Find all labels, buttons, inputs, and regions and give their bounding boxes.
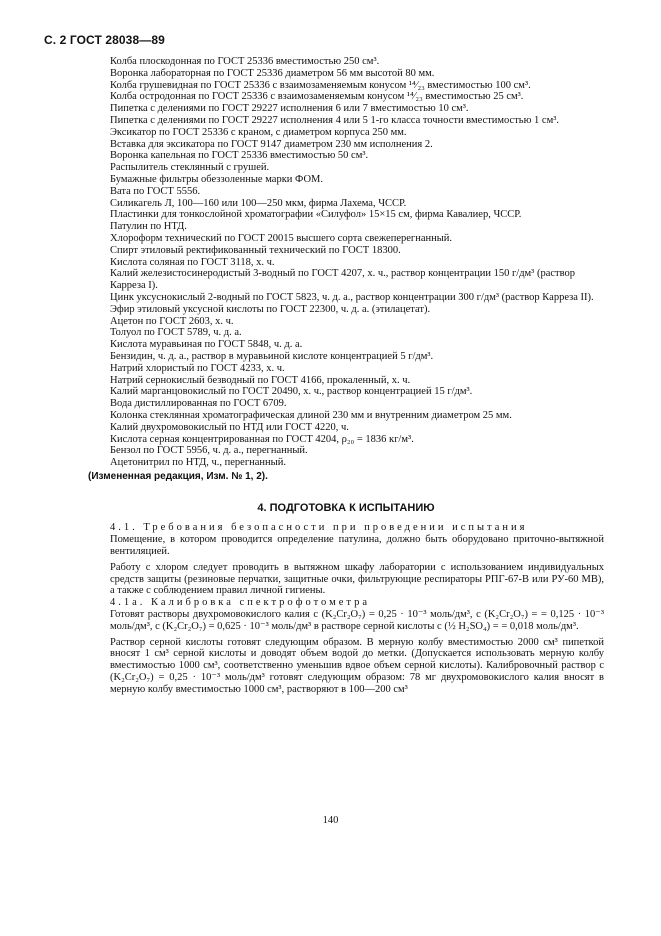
list-item: Кислота муравьиная по ГОСТ 5848, ч. д. а. xyxy=(110,339,303,351)
list-item: Вода дистиллированная по ГОСТ 6709. xyxy=(110,398,287,410)
list-item: Бумажные фильтры обеззоленные марки ФОМ. xyxy=(110,173,324,185)
list-item: Вата по ГОСТ 5556. xyxy=(110,185,201,197)
list-item: Цинк уксуснокислый 2-водный по ГОСТ 5823, ч. д. а., раствор концентрации 300 г/дм³ (раствор Карреза II). xyxy=(110,291,594,303)
list-item: Бензидин, ч. д. а., раствор в муравьиной кислоте концентрацией 5 г/дм³. xyxy=(110,350,434,362)
list-item: Кислота серная концентрированная по ГОСТ 4204, ρ₂₀ = 1836 кг/м³. xyxy=(110,433,414,445)
section-title: 4. ПОДГОТОВКА К ИСПЫТАНИЮ xyxy=(257,501,435,514)
page-content xyxy=(88,56,604,696)
list-item: Патулин по НТД. xyxy=(110,221,187,233)
list-item: Колба остродонная по ГОСТ 25336 с взаимозаменяемым конусом ¹⁴⁄₂₃ вместимостью 25 см³. xyxy=(110,91,524,103)
list-item: Спирт этиловый ректификованный технический по ГОСТ 18300. xyxy=(110,244,401,256)
safety-paragraph-2: Работу с хлором следует проводить в вытяжном шкафу лаборатории с использованием индивидуальных средств защиты (резиновые перчатки, защитные очки, фильтрующие респираторы РПГ-67-В или РУ-60 МВ), а также с соблюдением правил личной гигиены. xyxy=(110,561,604,597)
list-item: Эксикатор по ГОСТ 25336 с краном, с диаметром корпуса 250 мм. xyxy=(110,126,407,138)
list-item: Бензол по ГОСТ 5956, ч. д. а., перегнанный. xyxy=(110,445,308,457)
list-item: Калий двухромовокислый по НТД или ГОСТ 4220, ч. xyxy=(110,421,349,433)
calibration-heading: 4.1а. Калибровка спектрофотометра xyxy=(110,597,371,609)
list-item: Натрий сернокислый безводный по ГОСТ 4166, прокаленный, х. ч. xyxy=(110,374,411,386)
list-item: Воронка капельная по ГОСТ 25336 вместимостью 50 см³. xyxy=(110,150,369,162)
list-item: Вставка для эксикатора по ГОСТ 9147 диаметром 230 мм исполнения 2. xyxy=(110,138,433,150)
safety-paragraph-1: Помещение, в котором проводится определение патулина, должно быть оборудовано приточно-вытяжной вентиляцией. xyxy=(110,534,604,558)
list-item: Пластинки для тонкослойной хроматографии «Силуфол» 15×15 см, фирма Кавалиер, ЧССР. xyxy=(110,209,522,221)
list-item: Воронка лабораторная по ГОСТ 25336 диаметром 56 мм высотой 80 мм. xyxy=(110,67,435,79)
calibration-paragraph-2: Раствор серной кислоты готовят следующим образом. В мерную колбу вместимостью 2000 см³ пипеткой вносят 1 см³ серной кислоты и доводят объем водой до метки. (Допускается использовать мерную колбу вместимостью 1000 см³, соответственно уменьшив вдвое объем серной кислоты). Калибровочный раствор c (K₂Cr₂O₇) = 0,25 · 10⁻³ моль/дм³ готовят следующим образом: 78 мг двухромовокислого калия вносят в мерную колбу вместимостью 1000 см³, растворяют в 100—200 см³ xyxy=(110,636,604,695)
list-item: Пипетка с делениями по ГОСТ 29227 исполнения 4 или 5 1-го класса точности вместимостью 1 см³. xyxy=(110,114,560,126)
list-item: Пипетка с делениями по ГОСТ 29227 исполнения 6 или 7 вместимостью 10 см³. xyxy=(110,103,469,115)
list-item: Толуол по ГОСТ 5789, ч. д. а. xyxy=(110,327,242,339)
safety-heading: 4.1. Требования безопасности при проведении испытания xyxy=(110,522,528,534)
page-header: С. 2 ГОСТ 28038—89 xyxy=(44,33,165,47)
list-item: Калий железистосинеродистый 3-водный по ГОСТ 4207, х. ч., раствор концентрации 150 г/дм³ (раствор Карреза I). xyxy=(110,268,575,292)
list-item: Хлороформ технический по ГОСТ 20015 высшего сорта свежеперегнанный. xyxy=(110,232,453,244)
list-item: Кислота соляная по ГОСТ 3118, х. ч. xyxy=(110,256,275,268)
list-item: Колба грушевидная по ГОСТ 25336 с взаимозаменяемым конусом ¹⁴⁄₂₃ вместимостью 100 см³. xyxy=(110,79,531,91)
edition-note: (Измененная редакция, Изм. № 1, 2). xyxy=(88,470,268,482)
list-item: Колба плоскодонная по ГОСТ 25336 вместимостью 250 см³. xyxy=(110,56,380,67)
list-item: Натрий хлористый по ГОСТ 4233, х. ч. xyxy=(110,362,285,374)
list-item: Колонка стеклянная хроматографическая длиной 230 мм и внутренним диаметром 25 мм. xyxy=(110,409,512,421)
calibration-paragraph-1: Готовят растворы двухромовокислого калия c (K₂Cr₂O₇) = 0,25 · 10⁻³ моль/дм³, c (K₂Cr₂O₇) = = 0,125 · 10⁻³ моль/дм³, c (K₂Cr₂O₇) = 0,625 · 10⁻³ моль/дм³ в растворе серной кислоты c (½ H₂SO₄) = = 0,018 моль/дм³. xyxy=(110,609,604,632)
list-item: Ацетон по ГОСТ 2603, х. ч. xyxy=(110,315,234,327)
list-item: Эфир этиловый уксусной кислоты по ГОСТ 22300, ч. д. а. (этилацетат). xyxy=(110,303,431,315)
list-item: Калий марганцовокислый по ГОСТ 20490, х. ч., раствор концентрацией 15 г/дм³. xyxy=(110,386,473,398)
list-item: Ацетонитрил по НТД, ч., перегнанный. xyxy=(110,457,286,469)
equipment-list xyxy=(88,56,604,469)
list-item: Распылитель стеклянный с грушей. xyxy=(110,162,270,174)
page-number: 140 xyxy=(322,815,339,826)
list-item: Силикагель Л, 100—160 или 100—250 мкм, фирма Лахема, ЧССР. xyxy=(110,197,407,209)
